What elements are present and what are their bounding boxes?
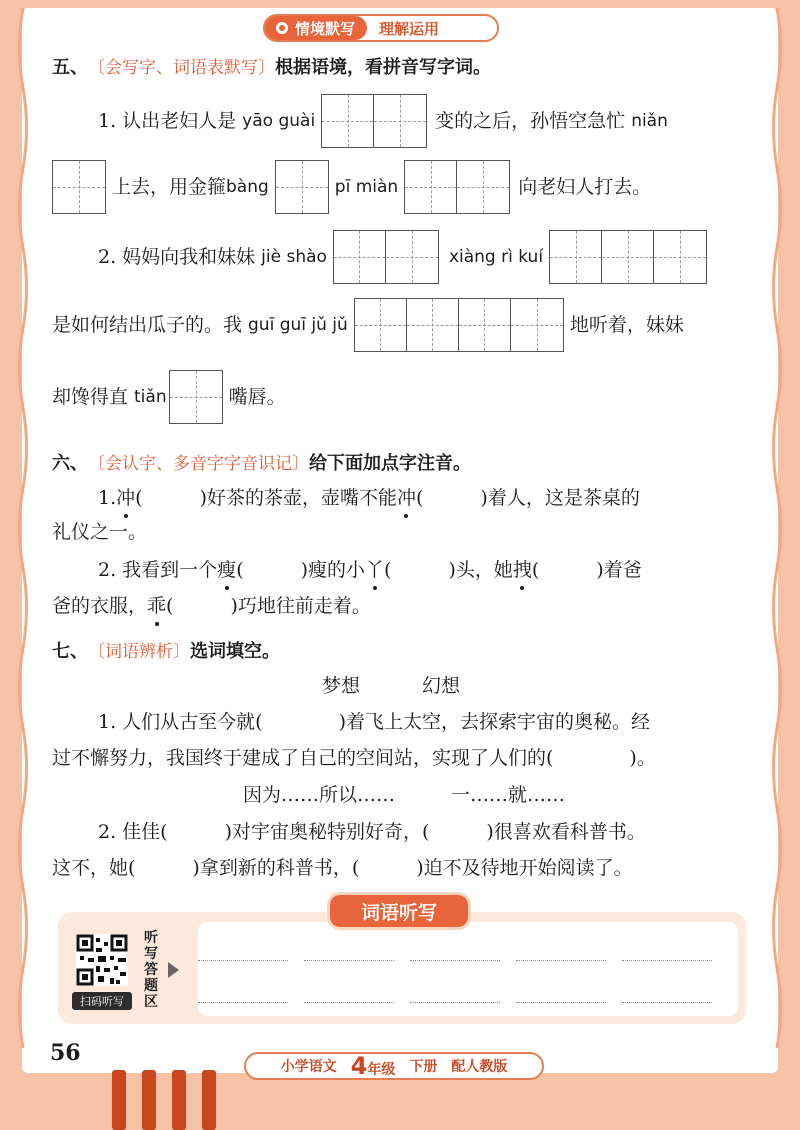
dictation-line[interactable]	[198, 960, 288, 961]
section5-instruction: 根据语境，看拼音写字词。	[275, 57, 491, 78]
s5-q1-answer-grid1[interactable]	[321, 94, 427, 148]
s6-q1-text-d: 礼仪之一。	[52, 521, 148, 543]
s5-q1-answer-grid2[interactable]	[52, 160, 106, 214]
s7-q1-line2	[52, 746, 656, 770]
s5-q2-text-c: 地听着，妹妹	[569, 314, 684, 336]
s6-q2-dotted-char1: 瘦	[217, 559, 237, 581]
s7-q2-line2	[52, 856, 633, 880]
dictation-line[interactable]	[304, 960, 394, 961]
s5-q2-line2	[52, 298, 684, 352]
footer-subject: 小学语文	[280, 1059, 337, 1075]
s5-q2-text-a: 2. 妈妈向我和妹妹	[98, 246, 256, 268]
dictation-title: 词语听写	[330, 895, 468, 927]
s5-q2-answer-grid4[interactable]	[169, 370, 223, 424]
s5-q1-text-a: 1. 认出老妇人是	[98, 110, 237, 132]
s5-q2-answer-grid3[interactable]	[354, 298, 564, 352]
section6-instruction: 给下面加点字注音。	[309, 453, 471, 474]
dictation-line[interactable]	[622, 960, 712, 961]
s7-q2-text-a[interactable]: 2. 佳佳( )对宇宙奥秘特别好奇，( )很喜欢看科普书。	[98, 821, 646, 843]
binder-ring	[172, 1070, 186, 1130]
s6-q2-text-b[interactable]: ( )瘦的小	[236, 559, 366, 581]
s7-q1-text-b[interactable]: 过不懈努力，我国终于建成了自己的空间站，实现了人们的( )。	[52, 747, 656, 769]
dictation-line[interactable]	[198, 1002, 288, 1003]
s5-q1-line1	[98, 94, 674, 148]
s6-q2-dotted-char3: 拽	[512, 559, 532, 581]
section7-heading	[52, 640, 280, 664]
s5-q2-answer-grid1[interactable]	[333, 230, 439, 284]
s5-q1-text-d: 向老妇人打去。	[518, 176, 652, 198]
section5-heading	[52, 56, 491, 80]
s6-q2-text-e: 爸的衣服，	[52, 595, 148, 617]
header-tab1-label: 情境默写	[295, 19, 356, 38]
s5-q2-answer-grid2[interactable]	[549, 230, 707, 284]
section6-number: 六、	[52, 453, 88, 474]
s6-q1-line2	[52, 520, 147, 544]
dictation-line[interactable]	[304, 1002, 394, 1003]
s5-q1-line2	[52, 160, 651, 214]
s7-q2-line1	[98, 820, 646, 844]
s6-q2-dotted-char4: 乖	[147, 595, 167, 617]
s7-q2-text-b[interactable]: 这不，她( )拿到新的科普书，( )迫不及待地开始阅读了。	[52, 857, 633, 879]
section5-tag: 〔会写字、词语表默写〕	[88, 58, 275, 78]
header-tab-active	[265, 16, 367, 40]
s6-q1-text-a: 1.	[98, 487, 117, 509]
s7-q1-text-a[interactable]: 1. 人们从古至今就( )着飞上太空，去探索宇宙的奥秘。经	[98, 711, 650, 733]
section6-tag: 〔会认字、多音字字音识记〕	[88, 454, 309, 474]
dictation-panel	[58, 912, 746, 1024]
s5-q2-text-d: 却馋得直	[52, 386, 129, 408]
flower-icon	[275, 21, 289, 35]
footer-grade-number: 4	[350, 1052, 368, 1080]
s5-q1-pinyin1: yāo guài	[242, 111, 316, 131]
s6-q1-dotted-char1: 冲	[116, 487, 136, 509]
s5-q2-pinyin4: tiǎn	[134, 387, 167, 407]
s6-q2-text-a: 2. 我看到一个	[98, 559, 218, 581]
s5-q2-text-b: 是如何结出瓜子的。我	[52, 314, 243, 336]
section7-instruction: 选词填空。	[190, 641, 280, 662]
binder-ring	[202, 1070, 216, 1130]
dictation-line[interactable]	[516, 1002, 606, 1003]
play-arrow-icon	[168, 962, 179, 978]
header-tab2-label: 理解运用	[379, 19, 440, 38]
s6-q2-line1	[98, 558, 642, 582]
s7-word2: 幻想	[422, 675, 461, 697]
s7-word-bank2	[243, 783, 565, 807]
qr-code-icon[interactable]	[76, 934, 128, 986]
s5-q2-pinyin3: guī guī jǔ jǔ	[248, 315, 348, 335]
s5-q2-text-e: 嘴唇。	[228, 386, 286, 408]
section6-heading	[52, 452, 471, 476]
s6-q2-line2	[52, 594, 371, 618]
s5-q1-text-b: 变的之后，孙悟空急忙	[435, 110, 626, 132]
s7-conj2: 一……就……	[451, 784, 566, 806]
scan-to-dictate-label[interactable]: 扫码听写	[72, 992, 132, 1010]
right-wave-border	[770, 8, 784, 1073]
dictation-line[interactable]	[622, 1002, 712, 1003]
s5-q2-pinyin2: xiàng rì kuí	[448, 247, 544, 267]
s5-q1-pinyin3: bàng	[226, 177, 269, 197]
left-wave-border	[16, 8, 30, 1073]
s6-q1-text-b[interactable]: ( )好茶的茶壶，壶嘴不能	[135, 487, 397, 509]
s6-q2-text-c[interactable]: ( )头，她	[384, 559, 513, 581]
s5-q1-pinyin2: niǎn	[631, 111, 668, 131]
s5-q2-line3	[52, 370, 286, 424]
s6-q2-text-d[interactable]: ( )着爸	[531, 559, 642, 581]
dictation-answer-area[interactable]	[198, 922, 738, 1016]
s6-q2-dotted-char2: 丫	[365, 559, 385, 581]
dictation-line[interactable]	[516, 960, 606, 961]
dictation-line[interactable]	[410, 1002, 500, 1003]
s6-q1-line1	[98, 486, 640, 510]
section5-number: 五、	[52, 57, 88, 78]
footer-edition: 配人教版	[451, 1059, 508, 1075]
section7-number: 七、	[52, 641, 88, 662]
binder-ring	[112, 1070, 126, 1130]
header-tab	[263, 14, 499, 42]
s7-word1: 梦想	[322, 675, 361, 697]
s5-q1-pinyin4: pī miàn	[334, 177, 399, 197]
s5-q1-answer-grid3[interactable]	[275, 160, 329, 214]
s7-word-bank1	[322, 674, 460, 698]
dictation-line[interactable]	[410, 960, 500, 961]
s5-q2-pinyin1: jiè shào	[261, 247, 327, 267]
s6-q1-text-c[interactable]: ( )着人，这是茶桌的	[416, 487, 640, 509]
footer-volume: 下册	[409, 1059, 438, 1075]
binder-ring	[142, 1070, 156, 1130]
s6-q2-text-f[interactable]: ( )巧地往前走着。	[166, 595, 371, 617]
s7-conj1: 因为……所以……	[243, 784, 396, 806]
s5-q2-line1	[98, 230, 707, 284]
answer-area-label: 听写答题区	[144, 930, 158, 1010]
s6-q1-dotted-char2: 冲	[396, 487, 416, 509]
section7-tag: 〔词语辨析〕	[88, 642, 190, 662]
footer-edition-tag	[244, 1052, 544, 1080]
page-number: 56	[50, 1040, 81, 1066]
footer-grade-label: 年级	[367, 1062, 396, 1078]
s5-q1-text-c: 上去，用金箍	[112, 176, 227, 198]
s7-q1-line1	[98, 710, 650, 734]
s5-q1-answer-grid4[interactable]	[404, 160, 510, 214]
